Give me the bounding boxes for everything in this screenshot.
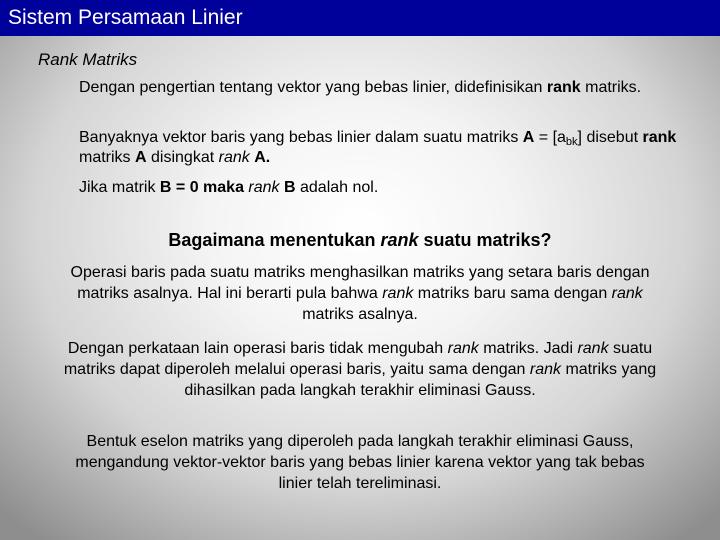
question-heading: Bagaimana menentukan rank suatu matriks? bbox=[168, 230, 552, 250]
gauss-elimination-paragraph: Dengan perkataan lain operasi baris tidak mengubah rank matriks. Jadi rank suatu matriks dapat diperoleh melalui operasi baris, yaitu sama dengan rank matriks yang dihasilkan pada langkah terakhir eliminasi Gauss. bbox=[63, 340, 657, 399]
echelon-form-paragraph: Bentuk eselon matriks yang diperoleh pada langkah terakhir eliminasi Gauss, mengandung vektor-vektor baris yang bebas linier karena vektor yang tak bebas linier telah tereliminasi. bbox=[75, 433, 645, 492]
definition-paragraph: Dengan pengertian tentang vektor yang bebas linier, didefinisikan rank matriks. bbox=[79, 79, 642, 96]
section-heading: Rank Matriks bbox=[38, 50, 138, 69]
zero-matrix-paragraph: Jika matrik B = 0 maka rank B adalah nol. bbox=[79, 179, 379, 196]
slide-title-bar bbox=[0, 0, 720, 36]
rank-definition-paragraph: Banyaknya vektor baris yang bebas linier dalam suatu matriks $A = [a_{bk}]$ disebut rank matriks A disingkat rank A. bbox=[79, 129, 677, 166]
row-operation-paragraph: Operasi baris pada suatu matriks menghasilkan matriks yang setara baris dengan matriks asalnya. Hal ini berarti pula bahwa rank matriks baru sama dengan rank matriks asalnya. bbox=[70, 264, 650, 323]
slide-title: Sistem Persamaan Linier bbox=[8, 6, 243, 29]
